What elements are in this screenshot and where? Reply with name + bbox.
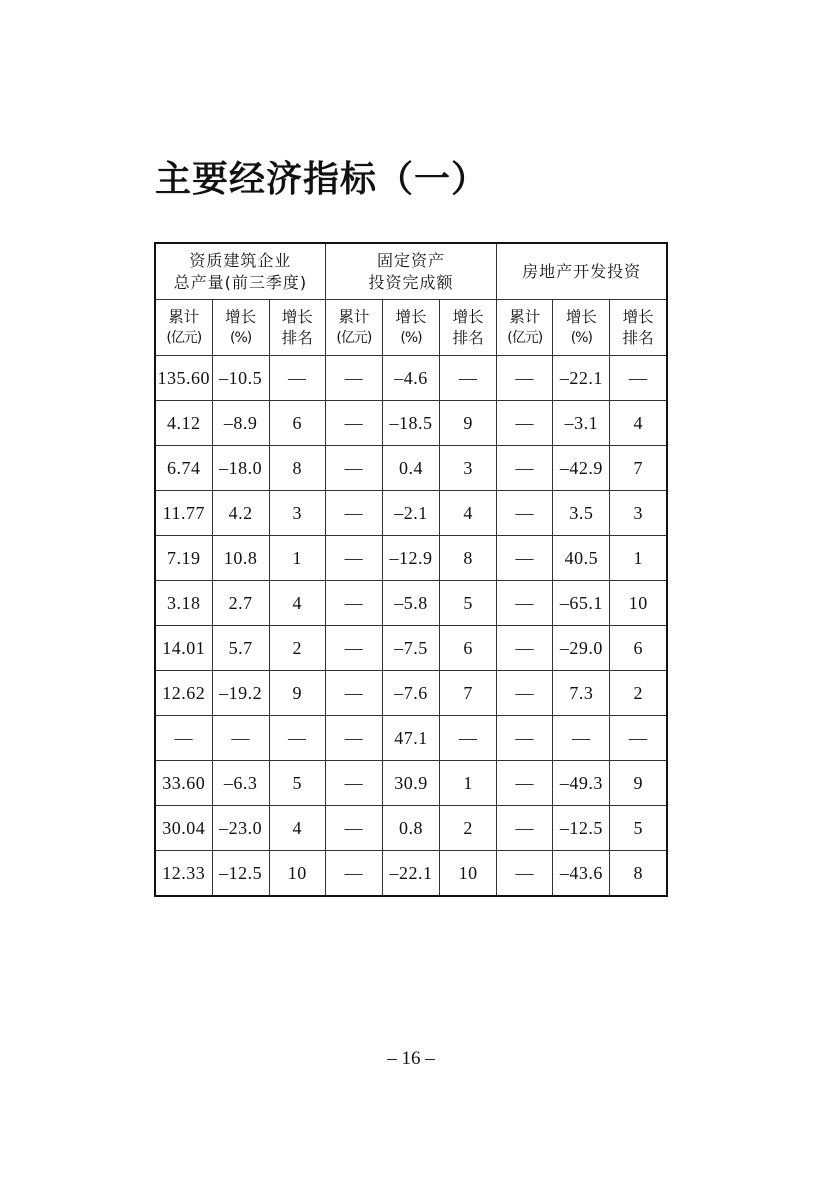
- table-cell: –22.1: [553, 356, 610, 401]
- table-cell: —: [325, 581, 382, 626]
- sub-header-cell: [440, 300, 497, 356]
- economic-indicators-table: [154, 242, 668, 897]
- table-cell: —: [325, 716, 382, 761]
- table-cell: 10: [610, 581, 667, 626]
- sub-header-line2: (%): [570, 329, 592, 346]
- table-cell: 9: [610, 761, 667, 806]
- table-cell: —: [325, 536, 382, 581]
- table-cell: 4: [440, 491, 497, 536]
- sub-header-line2: (亿元): [507, 329, 543, 346]
- sub-header-line2: (亿元): [166, 329, 202, 346]
- table-cell: 9: [440, 401, 497, 446]
- sub-header-line1: 增长: [395, 307, 427, 326]
- table-cell: —: [497, 851, 553, 897]
- table-cell: —: [610, 356, 667, 401]
- sub-header-cell: [269, 300, 325, 356]
- table-cell: 6.74: [155, 446, 212, 491]
- sub-header-row: [155, 300, 667, 356]
- table-row: [155, 491, 667, 536]
- table-cell: 6: [440, 626, 497, 671]
- sub-header-cell: [325, 300, 382, 356]
- table-row: [155, 761, 667, 806]
- table-cell: —: [440, 716, 497, 761]
- group-header-construction: [155, 243, 325, 300]
- table-cell: –49.3: [553, 761, 610, 806]
- sub-header-line1: 累计: [509, 307, 541, 326]
- table-cell: 5: [269, 761, 325, 806]
- table-cell: 8: [440, 536, 497, 581]
- table-cell: 47.1: [382, 716, 439, 761]
- table-cell: 2: [610, 671, 667, 716]
- sub-header-line1: 增长: [565, 307, 597, 326]
- table-cell: —: [497, 581, 553, 626]
- table-cell: 11.77: [155, 491, 212, 536]
- table-cell: —: [325, 401, 382, 446]
- table-row: [155, 671, 667, 716]
- table-cell: —: [325, 761, 382, 806]
- group-header-line1: 资质建筑企业: [189, 250, 292, 270]
- table-cell: 9: [269, 671, 325, 716]
- table-cell: –5.8: [382, 581, 439, 626]
- table-cell: 30.9: [382, 761, 439, 806]
- table-cell: —: [497, 626, 553, 671]
- table-cell: –3.1: [553, 401, 610, 446]
- table-cell: 10: [269, 851, 325, 897]
- table-cell: 33.60: [155, 761, 212, 806]
- table-cell: 8: [610, 851, 667, 897]
- table-cell: 3: [610, 491, 667, 536]
- table-cell: –22.1: [382, 851, 439, 897]
- table-cell: 12.62: [155, 671, 212, 716]
- sub-header-line1: 增长: [622, 307, 654, 326]
- sub-header-line1: 累计: [338, 307, 370, 326]
- sub-header-line2: 排名: [622, 328, 654, 347]
- table-cell: 7: [440, 671, 497, 716]
- table-cell: 6: [269, 401, 325, 446]
- table-cell: 8: [269, 446, 325, 491]
- table-cell: 7.19: [155, 536, 212, 581]
- table-cell: —: [497, 356, 553, 401]
- page-number: – 16 –: [387, 1048, 435, 1069]
- table-cell: 4.2: [212, 491, 269, 536]
- table-cell: —: [497, 806, 553, 851]
- table-cell: —: [325, 806, 382, 851]
- sub-header-line1: 增长: [281, 307, 313, 326]
- table-cell: —: [269, 716, 325, 761]
- table-cell: 14.01: [155, 626, 212, 671]
- table-cell: 4.12: [155, 401, 212, 446]
- table-cell: –12.5: [553, 806, 610, 851]
- table-cell: —: [610, 716, 667, 761]
- table-cell: —: [325, 626, 382, 671]
- table-cell: —: [497, 671, 553, 716]
- table-cell: –19.2: [212, 671, 269, 716]
- table-cell: –65.1: [553, 581, 610, 626]
- group-header-line2: 总产量(前三季度): [173, 272, 308, 292]
- page-title: 主要经济指标（一）: [155, 159, 489, 200]
- table-cell: —: [497, 491, 553, 536]
- table-cell: —: [497, 536, 553, 581]
- table-cell: 12.33: [155, 851, 212, 897]
- table-cell: –18.0: [212, 446, 269, 491]
- table-cell: 2: [269, 626, 325, 671]
- table-cell: –29.0: [553, 626, 610, 671]
- sub-header-cell: [155, 300, 212, 356]
- table-cell: –23.0: [212, 806, 269, 851]
- table-cell: —: [497, 401, 553, 446]
- table-cell: —: [155, 716, 212, 761]
- sub-header-line2: (%): [400, 329, 422, 346]
- table-cell: —: [325, 446, 382, 491]
- table-cell: 5: [610, 806, 667, 851]
- table-row: [155, 446, 667, 491]
- table-cell: –2.1: [382, 491, 439, 536]
- table-cell: —: [325, 851, 382, 897]
- table-cell: –8.9: [212, 401, 269, 446]
- group-header-row: [155, 243, 667, 300]
- table-cell: —: [325, 671, 382, 716]
- table-cell: 0.4: [382, 446, 439, 491]
- table-cell: —: [325, 356, 382, 401]
- table-row: [155, 626, 667, 671]
- table-row: [155, 851, 667, 897]
- table-cell: —: [497, 716, 553, 761]
- sub-header-cell: [553, 300, 610, 356]
- table-row: [155, 716, 667, 761]
- table-cell: —: [497, 446, 553, 491]
- table-cell: 5: [440, 581, 497, 626]
- table-cell: 10: [440, 851, 497, 897]
- table-cell: 2: [440, 806, 497, 851]
- group-header-line2: 投资完成额: [368, 272, 454, 292]
- table-row: [155, 581, 667, 626]
- table-row: [155, 401, 667, 446]
- table-cell: 7.3: [553, 671, 610, 716]
- sub-header-cell: [497, 300, 553, 356]
- table-cell: —: [497, 761, 553, 806]
- table-cell: 135.60: [155, 356, 212, 401]
- table-cell: –12.5: [212, 851, 269, 897]
- table-cell: 7: [610, 446, 667, 491]
- table-cell: 5.7: [212, 626, 269, 671]
- table-cell: 1: [610, 536, 667, 581]
- table-cell: 3: [440, 446, 497, 491]
- table-cell: –6.3: [212, 761, 269, 806]
- table-cell: –4.6: [382, 356, 439, 401]
- table-row: [155, 356, 667, 401]
- table-cell: 1: [440, 761, 497, 806]
- table-cell: 10.8: [212, 536, 269, 581]
- table-cell: 3.5: [553, 491, 610, 536]
- sub-header-line1: 累计: [168, 307, 200, 326]
- table-cell: 4: [269, 581, 325, 626]
- table-cell: 2.7: [212, 581, 269, 626]
- sub-header-cell: [212, 300, 269, 356]
- group-header-real-estate-investment: [497, 243, 667, 300]
- table-cell: 30.04: [155, 806, 212, 851]
- table-cell: 3.18: [155, 581, 212, 626]
- table-cell: –42.9: [553, 446, 610, 491]
- table-row: [155, 806, 667, 851]
- table-cell: —: [325, 491, 382, 536]
- table-cell: 4: [610, 401, 667, 446]
- table-cell: 6: [610, 626, 667, 671]
- table-cell: –18.5: [382, 401, 439, 446]
- sub-header-line2: 排名: [281, 328, 313, 347]
- table-cell: 0.8: [382, 806, 439, 851]
- table-cell: 1: [269, 536, 325, 581]
- sub-header-line2: (亿元): [336, 329, 372, 346]
- table-cell: –10.5: [212, 356, 269, 401]
- table-cell: —: [212, 716, 269, 761]
- table-cell: –7.6: [382, 671, 439, 716]
- sub-header-line1: 增长: [225, 307, 257, 326]
- table-cell: —: [269, 356, 325, 401]
- table-cell: —: [440, 356, 497, 401]
- table-cell: –12.9: [382, 536, 439, 581]
- group-header-fixed-asset-investment: [325, 243, 496, 300]
- sub-header-cell: [610, 300, 667, 356]
- table-body: [155, 356, 667, 897]
- group-header-line1: 房地产开发投资: [522, 261, 642, 281]
- table-cell: 40.5: [553, 536, 610, 581]
- table-cell: –43.6: [553, 851, 610, 897]
- table-cell: —: [553, 716, 610, 761]
- sub-header-line1: 增长: [452, 307, 484, 326]
- group-header-line1: 固定资产: [376, 250, 445, 270]
- table-row: [155, 536, 667, 581]
- table-cell: 4: [269, 806, 325, 851]
- sub-header-line2: (%): [230, 329, 252, 346]
- sub-header-cell: [382, 300, 439, 356]
- table-cell: 3: [269, 491, 325, 536]
- table-cell: –7.5: [382, 626, 439, 671]
- sub-header-line2: 排名: [452, 328, 484, 347]
